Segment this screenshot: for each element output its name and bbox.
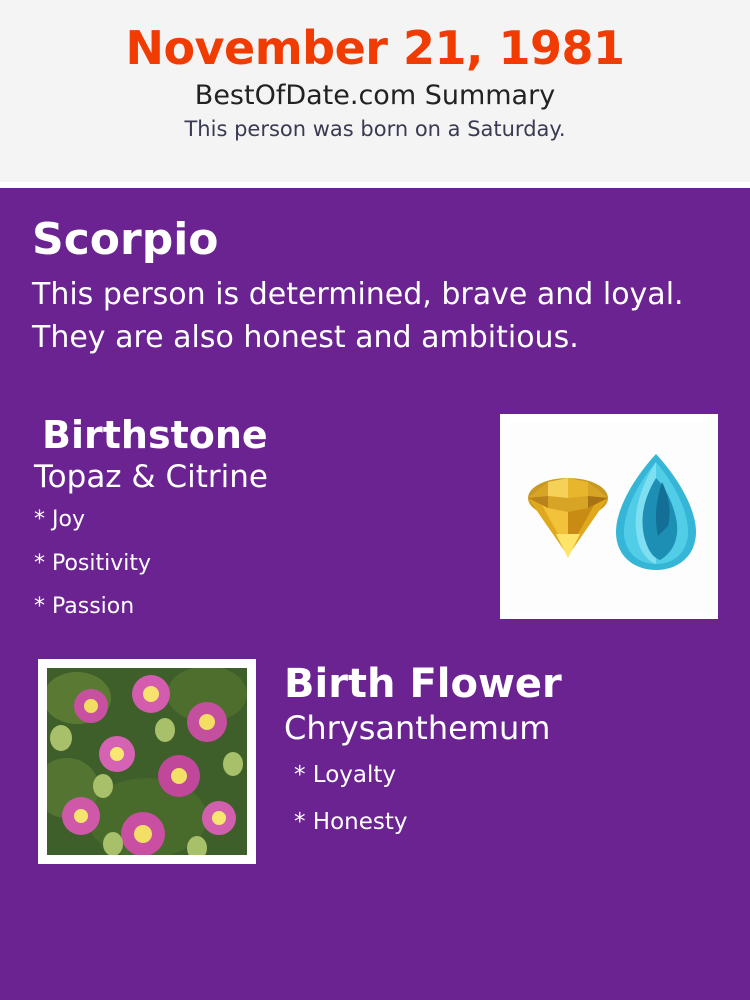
zodiac-description: This person is determined, brave and loyal. They are also honest and ambitious.	[32, 277, 684, 355]
birthstone-trait: * Passion	[34, 594, 135, 620]
birthstone-title: Birthstone	[42, 412, 268, 457]
zodiac-section	[32, 216, 718, 360]
birthstone-text-block	[32, 414, 488, 637]
zodiac-sign-name: Scorpio	[32, 214, 219, 265]
birthstone-gems-photo	[508, 422, 710, 611]
birth-flower-section	[32, 659, 718, 864]
details-panel	[0, 188, 750, 1000]
birth-flower-name: Chrysanthemum	[284, 708, 551, 747]
header	[0, 0, 750, 182]
citrine-gem-icon	[524, 468, 612, 560]
birthstone-trait: * Joy	[34, 507, 85, 533]
birthstone-stones: Topaz & Citrine	[34, 459, 268, 496]
birth-flower-title: Birth Flower	[284, 660, 562, 707]
flower-text-block	[256, 659, 718, 855]
chrysanthemum-photo	[47, 668, 247, 855]
birthstone-image-frame	[500, 414, 718, 619]
site-summary-label: BestOfDate.com Summary	[194, 80, 556, 112]
birth-flower-trait: * Honesty	[294, 809, 408, 836]
topaz-gem-icon	[614, 452, 698, 572]
birthstone-trait: * Positivity	[34, 550, 152, 576]
birth-flower-trait: * Loyalty	[294, 762, 397, 789]
panel-bottom-spacer	[32, 864, 718, 892]
birthstone-section	[32, 414, 718, 637]
page-title: November 21, 1981	[125, 21, 625, 75]
birth-day-note: This person was born on a Saturday.	[184, 117, 566, 142]
chrysanthemum-illustration	[47, 668, 247, 855]
flower-image-frame	[38, 659, 256, 864]
